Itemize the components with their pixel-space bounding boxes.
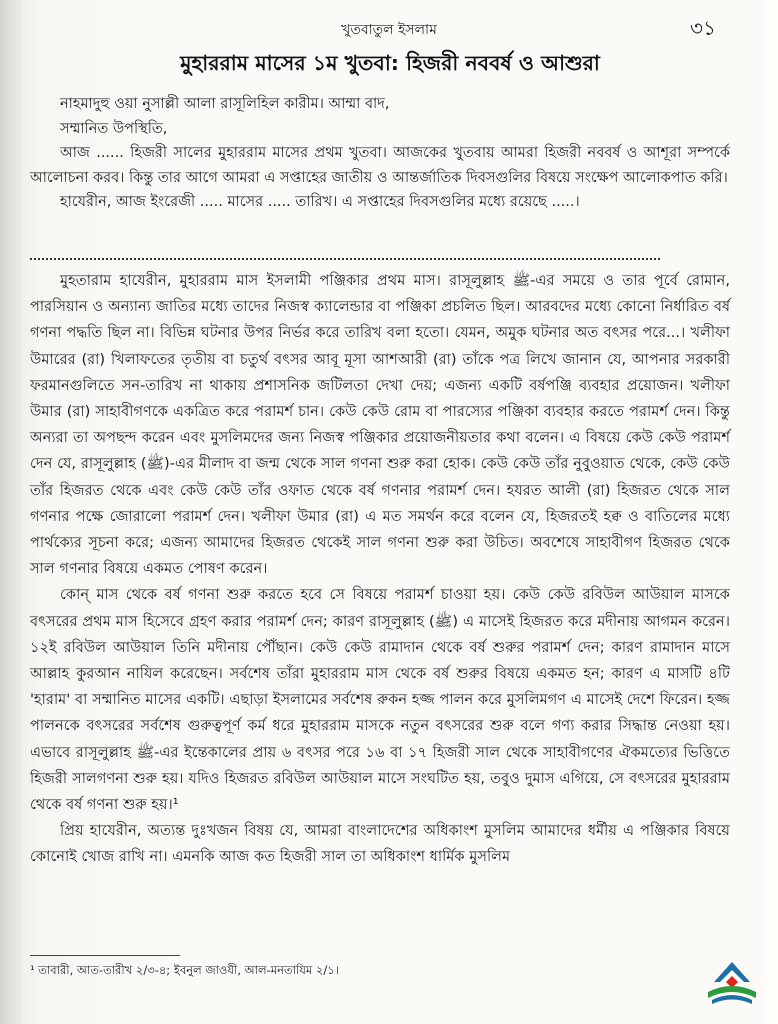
dotted-divider	[30, 258, 660, 260]
intro-salutation: নাহমাদুহু ওয়া নুসাল্লী আলা রাসূলিহিল কারীম। আম্মা বাদ,	[60, 96, 390, 112]
khutba-title: মুহাররাম মাসের ১ম খুতবা: হিজরী নববর্ষ ও আশুরা	[180, 51, 600, 75]
body-paragraph: মুহতারাম হাযেরীন, মুহাররাম মাস ইসলামী পঞ্জিকার প্রথম মাস। রাসূলুল্লাহ ﷺ-এর সময়ে ও তার পূর্বে রোমান, পারসিয়ান ও অন্যান্য জাতির মধ্যে তাদের নিজস্ব ক্যালেন্ডার বা পঞ্জিকা প্রচলিত ছিল। আরবদের মধ্যে কোনো নির্ধারিত বর্ষ গণনা পদ্ধতি ছিল না। বিভিন্ন ঘটনার উপর নির্ভর করে তারিখ বলা হতো। যেমন, অমুক ঘটনার অত বৎসর পরে...। খলীফা উমারের (রা) খিলাফতের তৃতীয় বা চতুর্থ বৎসর আবূ মূসা আশআরী (রা) তাঁকে পত্র লিখে জানান যে, আপনার সরকারী ফরমানগুলিতে সন-তারিখ না থাকায় প্রশাসনিক জটিলতা দেখা দেয়; এজন্য একটি বর্ষপঞ্জি ব্যবহার প্রয়োজন। খলীফা উমার (রা) সাহাবীগণকে একত্রিত করে পরামর্শ চান। কেউ কেউ রোম বা পারস্যের পঞ্জিকা ব্যবহার করতে পরামর্শ দেন। কিন্তু অন্যরা তা অপছন্দ করেন এবং মুসলিমদের জন্য নিজস্ব পঞ্জিকার প্রয়োজনীয়তার কথা বলেন। এ বিষয়ে কেউ কেউ পরামর্শ দেন যে, রাসূলুল্লাহ (ﷺ)-এর মীলাদ বা জন্ম থেকে সাল গণনা শুরু করা হোক। কেউ কেউ তাঁর নুবুওয়াত থেকে, কেউ কেউ তাঁর হিজরত থেকে এবং কেউ কেউ তাঁর ওফাত থেকে বর্ষ গণনার পরামর্শ দেন। হযরত আলী (রা) হিজরত থেকে সাল গণনার পক্ষে জোরালো পরামর্শ দেন। খলীফা উমার (রা) এ মত সমর্থন করে বলেন যে, হিজরতই হক্ব ও বাতিলের মধ্যে পার্থক্যের সূচনা করে; এজন্য আমাদের হিজরত থেকেই সাল গণনা শুরু করা উচিত। অবশেষে সাহাবীগণ হিজরত থেকে সাল গণনার বিষয়ে একমত পোষণ করেন।	[30, 272, 730, 578]
footnote-divider	[30, 955, 180, 956]
body-paragraph: প্রিয় হাযেরীন, অত্যন্ত দুঃখজন বিষয় যে, আমরা বাংলাদেশের অধিকাংশ মুসলিম আমাদের ধর্মীয় এ পঞ্জিকার বিষয়ে কোনোই খোজ রাখি না। এমনকি আজ কত হিজরী সাল তা অধিকাংশ ধার্মিক মুসলিম	[30, 822, 730, 866]
intro-paragraph: আজ ...... হিজরী সালের মুহাররাম মাসের প্রথম খুতবা। আজকের খুতবায় আমরা হিজরী নববর্ষ ও আশূরা সম্পর্কে আলোচনা করব। কিন্তু তার আগে আমরা এ সপ্তাহের জাতীয় ও আন্তর্জাতিক দিবসগুলির বিষয়ে সংক্ষেপ আলোকপাত করি।	[30, 145, 730, 186]
intro-block	[30, 92, 730, 215]
body-text	[30, 268, 730, 871]
running-header: খুতবাতুল ইসলাম	[341, 22, 437, 38]
footnote: ¹ তাবারী, আত-তারীখ ২/৩-৪; ইবনুল জাওযী, আল-মনতাযিম ২/১।	[30, 963, 339, 977]
intro-dates-line: হাযেরীন, আজ ইংরেজী ..... মাসের ..... তারিখ। এ সপ্তাহের দিবসগুলির মধ্যে রয়েছে .....।	[60, 194, 580, 210]
page-number: ৩১	[690, 16, 716, 40]
intro-greeting: সম্মানিত উপস্থিতি,	[60, 120, 168, 137]
publisher-logo-icon	[700, 958, 764, 1010]
page-gutter-shadow	[0, 0, 22, 1024]
body-paragraph: কোন্ মাস থেকে বর্ষ গণনা শুরু করতে হবে সে বিষয়ে পরামর্শ চাওয়া হয়। কেউ কেউ রবিউল আউয়াল মাসকে বৎসরের প্রথম মাস হিসেবে গ্রহণ করার পরামর্শ দেন; কারণ রাসূলুল্লাহ (ﷺ) এ মাসেই হিজরত করে মদীনায় আগমন করেন। ১২ই রবিউল আউয়াল তিনি মদীনায় পৌঁছান। কেউ কেউ রামাদান থেকে বর্ষ শুরুর পরামর্শ দেন; কারণ রামাদান মাসে আল্লাহ কুরআন নাযিল করেছেন। সর্বশেষ তাঁরা মুহাররাম মাস থেকে বর্ষ শুরুর বিষয়ে একমত হন; কারণ এ মাসটি ৪টি 'হারাম' বা সম্মানিত মাসের একটি। এছাড়া ইসলামের সর্বশেষ রুকন হজ্জ পালন করে মুসলিমগণ এ মাসেই দেশে ফিরেন। হজ্জ পালনকে বৎসরের সর্বশেষ গুরুত্বপূর্ণ কর্ম ধরে মুহাররাম মাসকে নতুন বৎসরের শুরু বলে গণ্য করার সিদ্ধান্ত নেওয়া হয়। এভাবে রাসূলুল্লাহ ﷺ-এর ইন্তেকালের প্রায় ৬ বৎসর পরে ১৬ বা ১৭ হিজরী সাল থেকে সাহাবীগণের ঐকমত্যের ভিত্তিতে হিজরী সালগণনা শুরু হয়। যদিও হিজরত রবিউল আউয়াল মাসে সংঘটিত হয়, তবুও দুমাস এগিয়ে, সে বৎসরের মুহাররাম থেকে বর্ষ গণনা শুরু হয়।¹	[30, 586, 730, 814]
